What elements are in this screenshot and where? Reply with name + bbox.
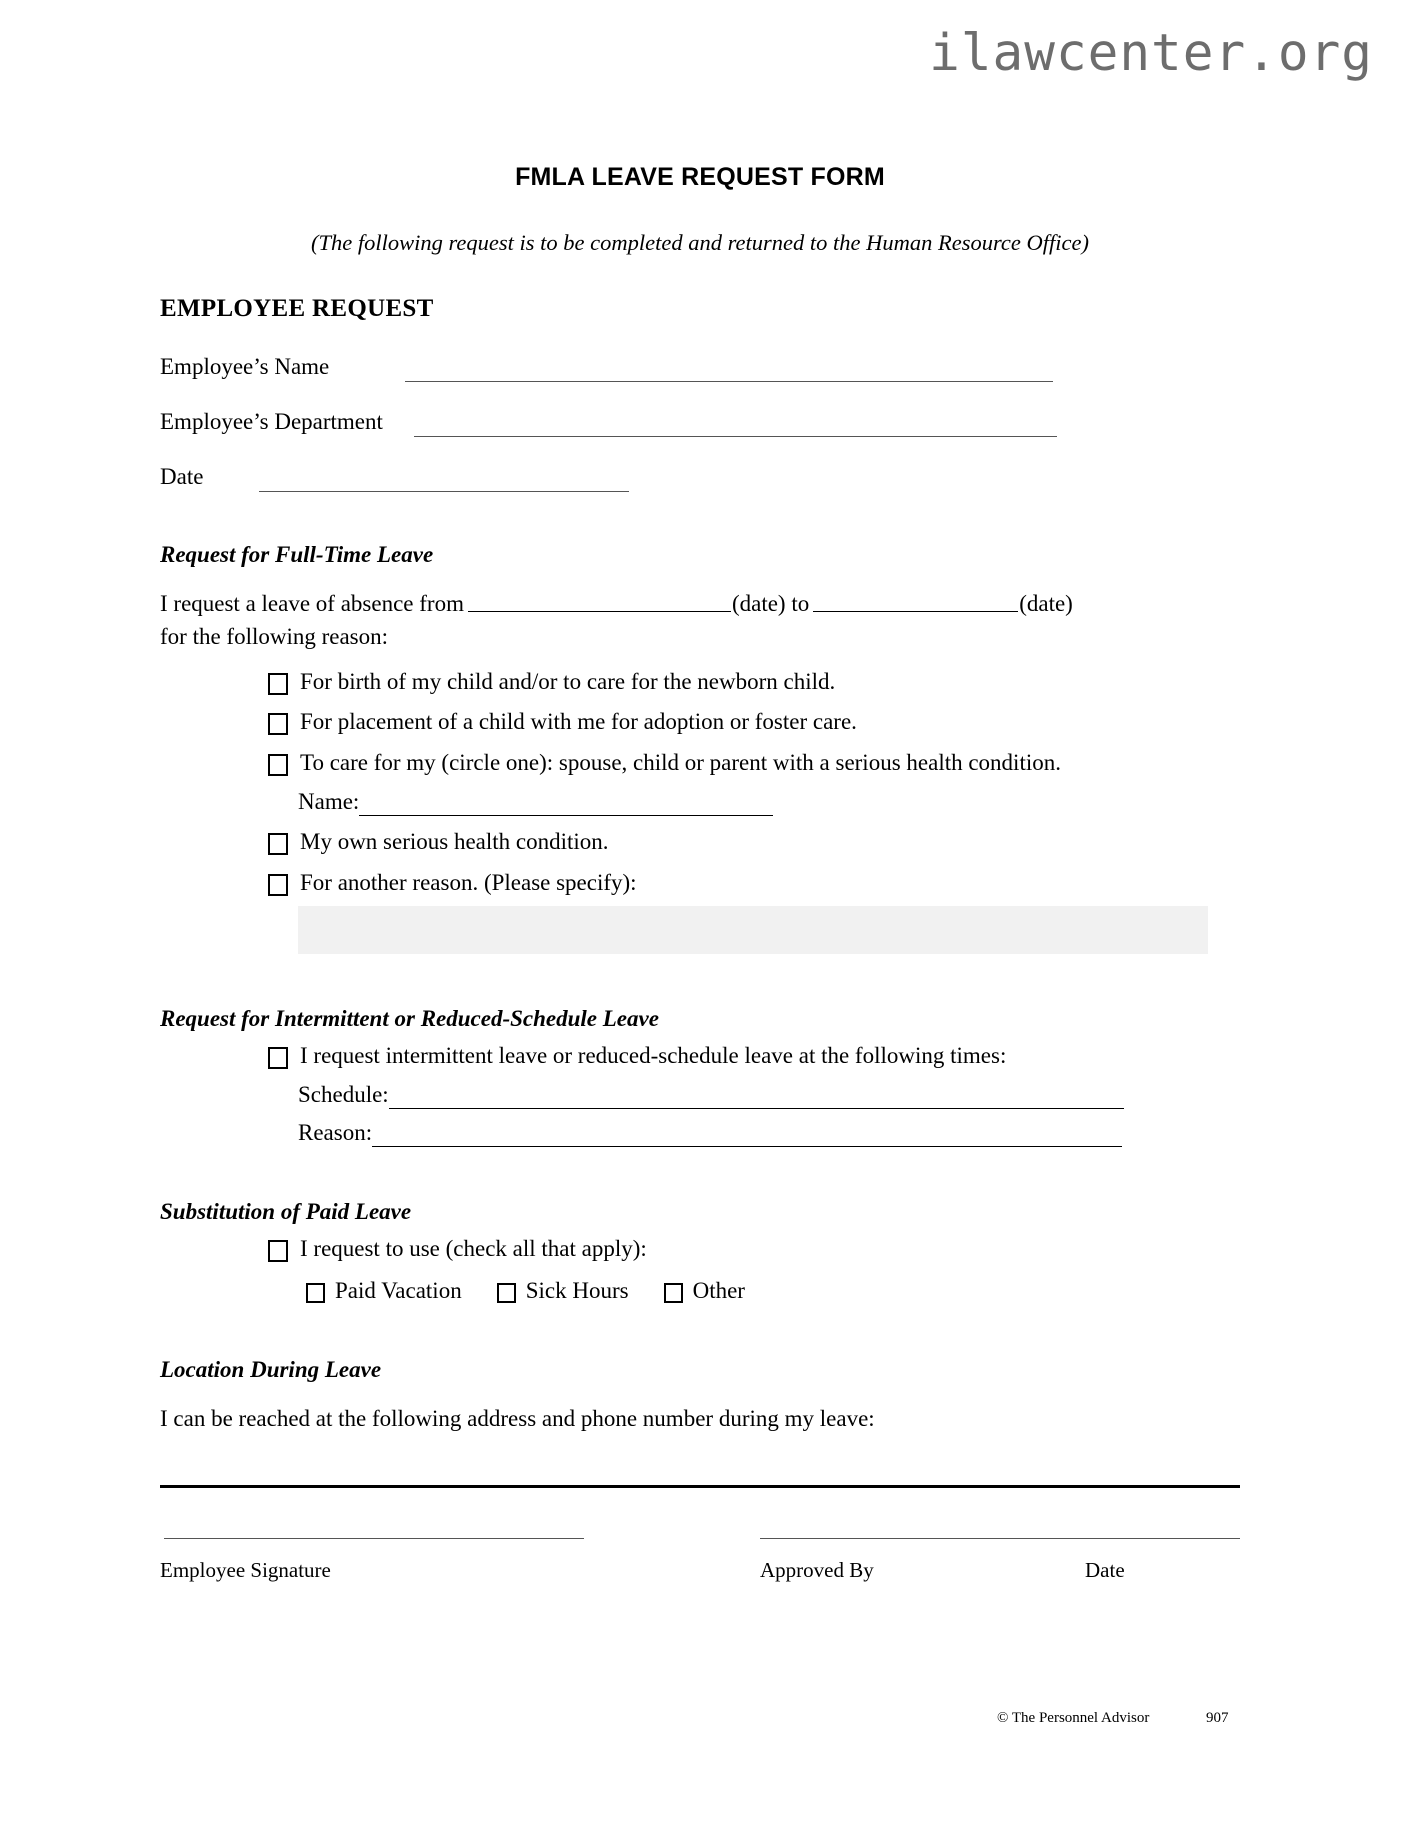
field-input-employee-name[interactable] [405, 380, 1053, 382]
option-another-reason[interactable] [160, 869, 1240, 898]
footer-page-number: 907 [1206, 1710, 1229, 1726]
approved-by-label: Approved By [760, 1557, 874, 1582]
checkbox-icon[interactable] [664, 1283, 683, 1303]
checkbox-icon[interactable] [268, 1240, 288, 1262]
option-label: My own serious health condition. [300, 828, 609, 854]
subheading-substitution-paid-leave: Substitution of Paid Leave [160, 1199, 412, 1225]
field-input-schedule[interactable] [389, 1107, 1124, 1109]
field-label-employee-name: Employee’s Name [160, 354, 330, 379]
field-input-family-member-name[interactable] [359, 814, 773, 816]
specify-reason-textarea[interactable] [298, 906, 1208, 954]
field-label-schedule: Schedule: [298, 1082, 389, 1108]
option-label: For birth of my child and/or to care for the newborn child. [300, 668, 836, 694]
option-intermittent-leave[interactable] [160, 1042, 1240, 1071]
choice-label: Paid Vacation [335, 1277, 462, 1303]
option-care-for-family[interactable] [160, 749, 1240, 778]
location-address-input[interactable] [160, 1485, 1240, 1488]
leave-intro-prefix: I request a leave of absence from [160, 591, 464, 616]
leave-date-label-1: (date) to [731, 591, 810, 616]
document-subtitle: (The following request is to be completed and returned to the Human Resource Office) [311, 230, 1089, 255]
choice-paid-vacation[interactable] [306, 1277, 462, 1305]
field-date [160, 465, 1240, 492]
option-label: For placement of a child with me for adoption or foster care. [300, 709, 857, 735]
signature-block [160, 1538, 1240, 1618]
checkbox-icon[interactable] [306, 1283, 325, 1303]
checkbox-icon[interactable] [268, 1047, 288, 1069]
page-title: FMLA LEAVE REQUEST FORM [515, 163, 885, 191]
field-employee-department [160, 410, 1240, 437]
section-heading-employee-request: EMPLOYEE REQUEST [160, 295, 434, 322]
footer-copyright: © The Personnel Advisor [997, 1710, 1150, 1726]
choice-label: Sick Hours [525, 1277, 629, 1303]
option-birth-of-child[interactable] [160, 668, 1240, 697]
subheading-full-time-leave: Request for Full-Time Leave [160, 542, 434, 567]
employee-signature-label: Employee Signature [160, 1557, 331, 1582]
checkbox-icon[interactable] [497, 1283, 516, 1303]
field-input-intermittent-reason[interactable] [372, 1145, 1122, 1147]
substitution-choices [160, 1277, 1240, 1305]
field-family-member-name [160, 790, 1240, 816]
field-employee-name [160, 355, 1240, 382]
employee-signature-input[interactable] [164, 1538, 584, 1539]
field-schedule [160, 1083, 1240, 1109]
location-instruction: I can be reached at the following address and phone number during my leave: [160, 1405, 875, 1431]
subheading-intermittent-leave: Request for Intermittent or Reduced-Schedule Leave [160, 1006, 659, 1032]
checkbox-icon[interactable] [268, 833, 288, 855]
leave-from-date-input[interactable] [468, 590, 731, 612]
document-content [160, 0, 1240, 1618]
field-input-date[interactable] [259, 490, 629, 492]
field-input-employee-department[interactable] [414, 435, 1057, 437]
approval-date-label: Date [1085, 1557, 1125, 1582]
option-label: I request to use (check all that apply): [300, 1236, 647, 1262]
checkbox-icon[interactable] [268, 754, 288, 776]
leave-reason-lead-in: for the following reason: [160, 624, 389, 650]
option-label: To care for my (circle one): spouse, child or parent with a serious health condition. [300, 750, 1061, 776]
option-own-health-condition[interactable] [160, 828, 1240, 857]
subheading-location-during-leave: Location During Leave [160, 1356, 382, 1382]
full-time-leave-intro [160, 587, 1240, 654]
field-label-intermittent-reason: Reason: [298, 1120, 373, 1146]
choice-sick-hours[interactable] [497, 1277, 629, 1305]
approved-by-input[interactable] [760, 1538, 1240, 1539]
choice-other[interactable] [664, 1277, 745, 1305]
full-time-leave-options [160, 668, 1240, 955]
site-watermark: ilawcenter.org [929, 24, 1373, 83]
option-substitution-paid-leave[interactable] [160, 1235, 1240, 1264]
field-label-family-member-name: Name: [298, 788, 360, 814]
option-label: For another reason. (Please specify): [300, 869, 637, 895]
option-label: I request intermittent leave or reduced-schedule leave at the following times: [300, 1043, 1007, 1069]
choice-label: Other [692, 1277, 745, 1303]
field-label-date: Date [160, 464, 204, 489]
field-label-employee-department: Employee’s Department [160, 409, 383, 434]
checkbox-icon[interactable] [268, 713, 288, 735]
leave-date-label-2: (date) [1019, 591, 1073, 616]
option-adoption-foster[interactable] [160, 708, 1240, 737]
checkbox-icon[interactable] [268, 673, 288, 695]
checkbox-icon[interactable] [268, 874, 288, 896]
field-intermittent-reason [160, 1121, 1240, 1147]
leave-to-date-input[interactable] [813, 590, 1018, 612]
